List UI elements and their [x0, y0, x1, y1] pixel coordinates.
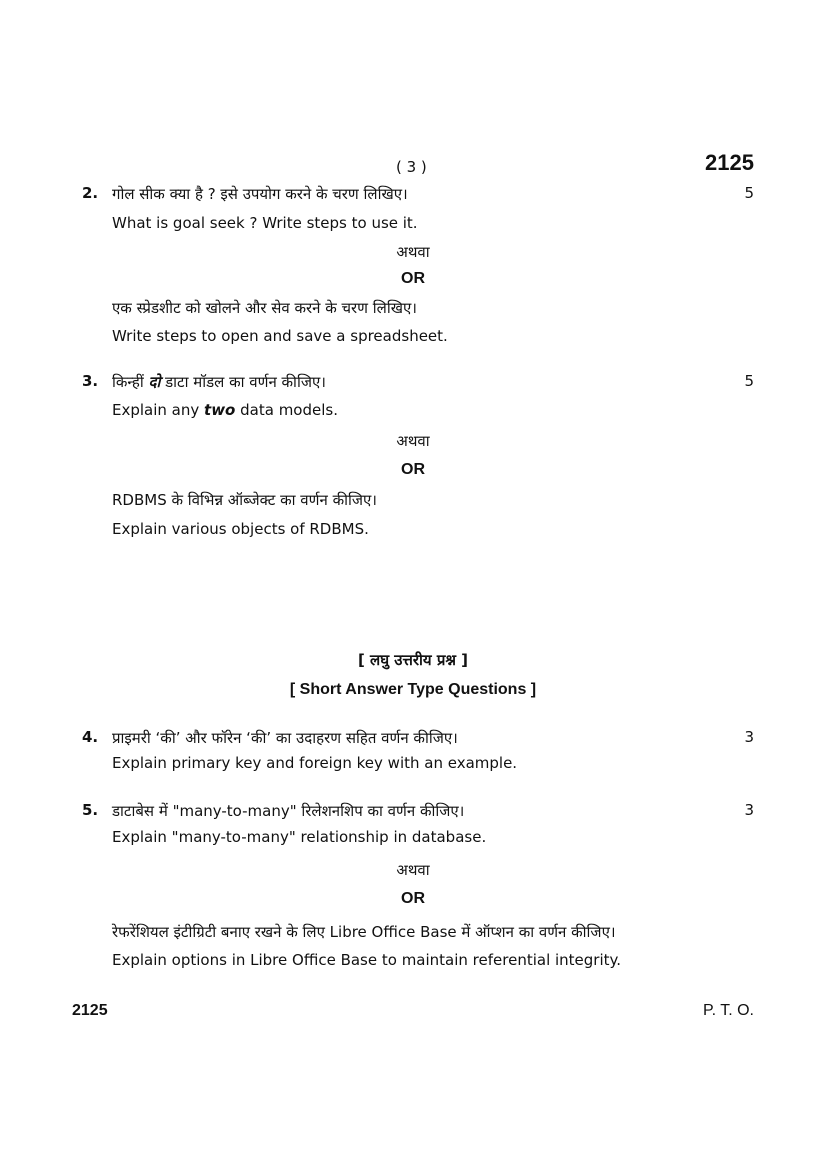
section-heading-hindi: [ लघु उत्तरीय प्रश्न ] — [357, 651, 469, 669]
alt-question-english: Write steps to open and save a spreadsheet. — [112, 327, 448, 345]
question-number: 5. — [82, 801, 99, 819]
question-number: 2. — [82, 184, 99, 202]
question-number: 4. — [82, 728, 99, 746]
or-label-hindi: अथवा — [396, 243, 430, 261]
section-heading-english: [ Short Answer Type Questions ] — [289, 681, 537, 698]
paper-code-footer: 2125 — [72, 1002, 108, 1019]
question-text-english: What is goal seek ? Write steps to use it. — [112, 214, 418, 232]
or-label-hindi: अथवा — [396, 432, 430, 450]
alt-question-hindi: एक स्प्रेडशीट को खोलने और सेव करने के चरण लिखिए। — [112, 299, 417, 317]
or-label-hindi: अथवा — [396, 861, 430, 879]
pto-label: P. T. O. — [703, 1002, 754, 1019]
alt-question-english: Explain various objects of RDBMS. — [112, 520, 369, 538]
question-marks: 5 — [744, 372, 754, 390]
or-label-english: OR — [401, 890, 425, 907]
emphasis-word: दो — [148, 373, 161, 391]
question-text-hindi: गोल सीक क्या है ? इसे उपयोग करने के चरण लिखिए। — [112, 185, 408, 203]
alt-question-hindi: रेफरेंशियल इंटीग्रिटी बनाए रखने के लिए Libre Office Base में ऑप्शन का वर्णन कीजिए। — [112, 923, 616, 941]
question-text-english: Explain any two data models. — [112, 401, 338, 419]
question-marks: 5 — [744, 184, 754, 202]
question-text-english: Explain "many-to-many" relationship in database. — [112, 828, 487, 846]
emphasis-word: two — [204, 401, 236, 419]
paper-code-header: 2125 — [705, 150, 754, 175]
question-text-hindi: प्राइमरी ‘की’ और फॉरेन ‘की’ का उदाहरण सहित वर्णन कीजिए। — [112, 729, 458, 747]
question-text-hindi: डाटाबेस में "many-to-many" रिलेशनशिप का वर्णन कीजिए। — [112, 802, 465, 820]
alt-question-hindi: RDBMS के विभिन्न ऑब्जेक्ट का वर्णन कीजिए। — [112, 491, 377, 509]
question-text-english: Explain primary key and foreign key with an example. — [112, 754, 518, 772]
question-marks: 3 — [744, 728, 754, 746]
page-number: ( 3 ) — [396, 158, 427, 176]
question-marks: 3 — [744, 801, 754, 819]
question-text-hindi: किन्हीं दो डाटा मॉडल का वर्णन कीजिए। — [112, 373, 326, 391]
or-label-english: OR — [401, 461, 425, 478]
or-label-english: OR — [401, 270, 425, 287]
alt-question-english: Explain options in Libre Office Base to maintain referential integrity. — [112, 951, 622, 969]
question-number: 3. — [82, 372, 99, 390]
